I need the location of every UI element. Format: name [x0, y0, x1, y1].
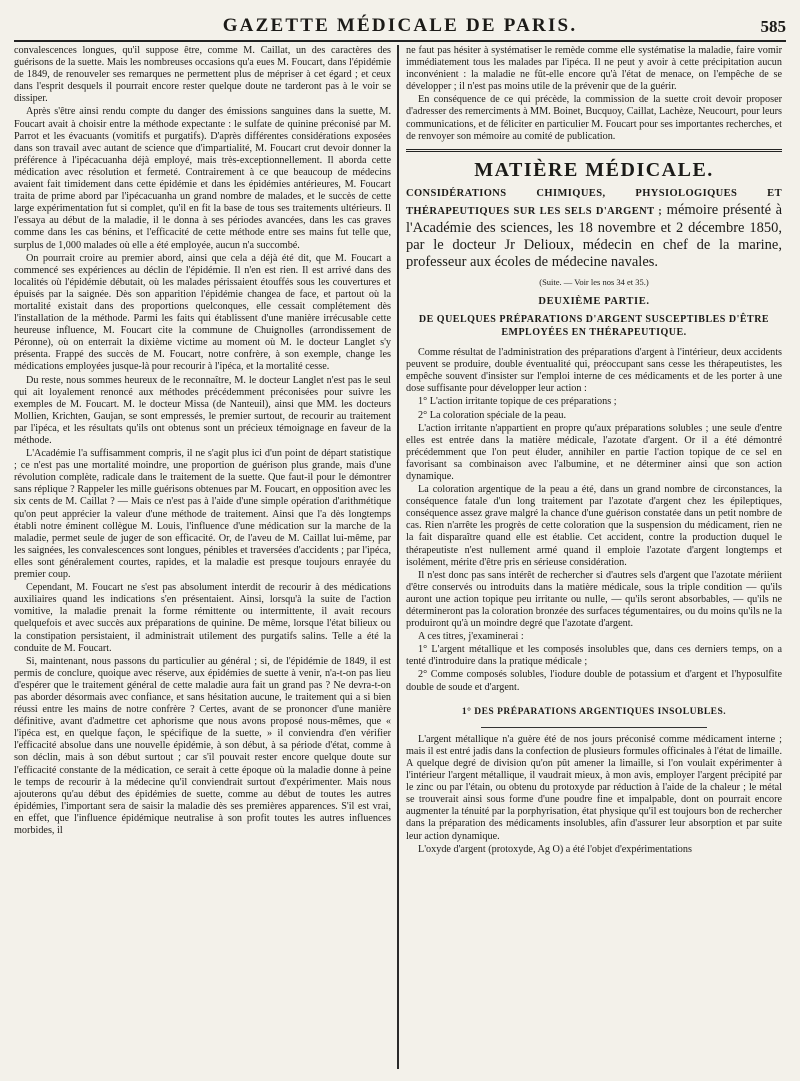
memoir-title-caps: CONSIDÉRATIONS CHIMIQUES, PHYSIOLOGIQUES ET THÉRAPEUTIQUES SUR LES SELS D'ARGENT ;: [406, 187, 782, 217]
part-title: DEUXIÈME PARTIE.: [538, 295, 650, 307]
separator-rule: [481, 727, 707, 728]
paragraph: L'argent métallique n'a guère été de nos jours préconisé comme médicament interne ; mais il est entré jadis dans la confection de plusieurs formules officinales à l'état de limaille. A quelque degré de division qu'on pût amener la limaille, si l'on voulait expérimenter à l'intérieur l'argent métallique, il vaudrait mieux, à mon avis, employer l'argent précipité par le zinc ou par l'étain, ou obtenu du protoxyde par réduction à l'aide de la chaleur ; le métal se trouverait ainsi sous forme d'une poudre fine et impalpable, dont on pourrait encore augmenter la ténuité par la porphyrisation, état physique qu'il est toujours bon de rechercher dans la préparation des médicaments insolubles, afin d'assurer leur absorption et par suite leur action dynamique.: [406, 733, 782, 842]
paragraph: Si, maintenant, nous passons du particulier au général ; si, de l'épidémie de 1849, il est permis de conclure, quoique avec réserve, aux épidémies de suette à venir, n'a-t-on pas lieu d'espérer que le traitement général de cette maladie aura fait un grand pas ? Ne devra-t-on pas aborder désormais avec confiance, et sans hésitation aucune, le traitement qui a si bien réussi entre les mains de notre confrère ? Certes, avant de se prononcer d'une manière définitive, avant d'admettre cet aphorisme que nous avons proposé nous-mêmes, que « l'ipéca est, en quelque façon, le spécifique de la suette, » il conviendra d'en vérifier l'efficacité absolue dans une nouvelle épidémie, à son début, à sa période d'état, comme à son déclin, mais à son début surtout ; car s'il pouvait rester encore quelque doute sur l'efficacité constante de la médication, ce serait à cette époque où la maladie donne à peine le temps de recourir à la médecine qu'il conviendrait surtout d'expérimenter. Mais nous ajouterons qu'au début des épidémies de suette, comme au début de toutes les autres épidémies, l'important sera de saisir la maladie dès ses premières apparences. S'il est vrai, en effet, que l'influence épidémique neutralise à son profit toutes les autres influences morbides, il: [14, 655, 391, 836]
paragraph: L'Académie l'a suffisamment compris, il ne s'agit plus ici d'un point de départ statistique ; ce n'est pas une mortalité moindre, une proportion de guérison plus grande, mais d'une révolution complète, radicale dans le traitement de la suette. Que faut-il pour le démontrer sans réplique ? Rappeler les mille guérisons obtenues par M. Foucart, en opposition avec les six cents de M. Caillat ? — Mais ce n'est pas à l'aide d'une simple opération d'arithmétique qu'on peut apprécier la valeur d'une méthode de traitement. Ainsi que l'a dès longtemps établi notre éminent collègue M. Louis, l'influence d'une médication sur la marche de la maladie, permet seule de juger de son efficacité. Or, de l'aveu de M. Caillat lui-même, par les saignées, les convalescences sont longues, pénibles et traversées d'accidents ; par l'ipéca, elles sont généralement courtes, rapides, et la maladie est presque toujours enrayée du premier coup.: [14, 448, 391, 581]
page-number: 585: [760, 17, 786, 36]
list-item: 2° La coloration spéciale de la peau.: [418, 409, 567, 421]
paragraph: La coloration argentique de la peau a été, dans un grand nombre de circonstances, la conséquence fatale d'un long traitement par l'azotate d'argent chez les épileptiques, conséquence assez grave malgré la chance d'une guérison constatée dans un petit nombre de cas. Rien n'arrête les progrès de cette coloration que la suspension du médicament, rien ne la fait disparaître quand elle est établie. Cet accident, contre la production duquel le thérapeutiste n'est nullement armé quand il emploie l'azotate d'argent longtemps et isolément, mérite d'être pris en sérieuse considération.: [406, 484, 782, 568]
running-title: GAZETTE MÉDICALE DE PARIS.: [222, 15, 578, 36]
paragraph: 1° L'argent métallique et les composés insolubles que, dans ces derniers temps, on a tenté d'introduire dans la pratique médicale ;: [406, 644, 782, 668]
paragraph: Il n'est donc pas sans intérêt de rechercher si d'autres sels d'argent que l'azotate mériient d'être conservés ou introduits dans la matière médicale, sous la triple condition — qu'ils auront une action topique peu irritante ou nulle, — qu'ils seront absorbables, — qu'ils ne détermineront pas la coloration bronzée des surfaces tégumentaires, ou du moins qu'ils ne la produiront qu'à un moindre degré que l'azotate d'argent.: [406, 569, 782, 630]
paragraph: Du reste, nous sommes heureux de le reconnaître, M. le docteur Langlet n'est pas le seul qui ait loyalement renoncé aux méthodes précédemment préconisées pour suivre les exemples de M. Foucart. M. le docteur Missa (de Nanteuil), ainsi que MM. les docteurs Mollien, Krichten, Gaujan, se sont empressés, le premier surtout, de recourir au traitement par l'ipéca, et les résultats qu'ils ont obtenus sont un précieux témoignage en faveur de la méthode.: [14, 374, 391, 446]
paragraph: 2° Comme composés solubles, l'iodure double de potassium et d'argent et l'hyposulfite double de soude et d'argent.: [406, 669, 782, 693]
memoir-title-rest: mémoire présenté à l'Académie des sciences, les 18 novembre et 2 décembre 1850, par le docteur Jr Delioux, médecin en chef de la marine, professeur aux écoles de médecine navales.: [406, 201, 782, 270]
sub-title: DE QUELQUES PRÉPARATIONS D'ARGENT SUSCEPTIBLES D'ÊTRE EMPLOYÉES EN THÉRAPEUTIQUE.: [418, 314, 770, 339]
paragraph: Après s'être ainsi rendu compte du danger des émissions sanguines dans la suette, M. Foucart avait à choisir entre la méthode expectante : le sulfate de quinine préconisé par M. Parrot et les évacuants (vomitifs et purgatifs). D'après différentes considérations exposées dans son travail avec autant de science que d'impartialité, M. Foucart crut devoir donner la préférence à l'ipécacuanha déjà employé, mais très-exceptionnellement. Il aborda cette médication avec résolution et fermeté. Contrairement à ce que beaucoup de médecins avaient fait timidement dans cette épidémie et dans les épidémies antérieures, M. Foucart traita de prime abord par l'ipécacuanha un grand nombre de malades, et le succès de cette large expérimentation fut si complet, qu'il en fit la base de tous ses traitements ultérieurs. Il l'essaya au début de la maladie, il le donna à ses périodes avancées, dans les cas graves comme dans les cas bénins, et l'efficacité de cette méthode entre ses mains fut telle que, surplus de 1,000 malades où elle a été employée, aucun n'a succombé.: [14, 106, 391, 251]
paragraph: L'oxyde d'argent (protoxyde, Ag O) a été l'objet d'expérimentations: [418, 843, 692, 855]
suite-note: (Suite. — Voir les nos 34 et 35.): [539, 276, 649, 287]
paragraph: A ces titres, j'examinerai :: [418, 631, 524, 643]
paragraph: ne faut pas hésiter à systématiser le remède comme elle systématise la maladie, faire vomir immédiatement tous les malades par l'ipéca. Il ne peut y avoir à cette précipitation aucun inconvénient : la maladie ne fût-elle encore qu'à l'état de menace, on l'empêche de se développer ; il n'est pas moins utile de la prévenir que de la guérir.: [406, 45, 782, 93]
two-column-body: [14, 45, 786, 1069]
section-title: MATIÈRE MÉDICALE.: [474, 158, 714, 181]
paragraph: En conséquence de ce qui précède, la commission de la suette croit devoir proposer d'adresser des remerciments à MM. Boinet, Bucquoy, Caillat, Lachèze, Neucourt, pour leurs communications, et de féliciter en particulier M. Foucart pour ses importantes recherches, et de renvoyer son mémoire au comité de publication.: [406, 94, 782, 142]
subsection-title: 1° DES PRÉPARATIONS ARGENTIQUES INSOLUBLES.: [461, 706, 727, 717]
right-column: [399, 45, 782, 1069]
list-item: 1° L'action irritante topique de ces préparations ;: [418, 396, 617, 408]
paragraph: Comme résultat de l'administration des préparations d'argent à l'intérieur, deux accidents peuvent se produire, double éventualité qui, préoccupant sans cesse les thérapeutistes, les empêche souvent d'insister sur l'emploi interne de ces médicaments et de les porter à une dose suffisante pour développer leur action :: [406, 347, 782, 395]
page-header: [14, 6, 786, 42]
memoir-title: [406, 184, 782, 271]
paragraph: Cependant, M. Foucart ne s'est pas absolument interdit de recourir à des médications auxiliaires quand les indications s'en présentaient. Ainsi, lorsqu'à la suite de l'action vomitive, la maladie prenait la forme rémittente ou intermittente, il avait recours quelquefois et avec succès aux préparations de quinine. De même, lorsque l'état bilieux ou la constipation persistaient, il administrait utilement des purgatifs salins. Telle a été la conduite de M. Foucart.: [14, 582, 391, 654]
paragraph: On pourrait croire au premier abord, ainsi que cela a déjà été dit, que M. Foucart a commencé ses expériences au déclin de l'épidémie. Il n'en est rien. Il est arrivé dans des localités où l'épidémie débutait, où les malades périssaient étouffés sous les couvertures et épuisés par la saignée. Dès son apparition l'épidémie changea de face, et partout où la mortalité existait dans des proportions quelconques, elle cessait complétement dès l'installation de la méthode. Parmi les faits qui établissent d'une manière irrécusable cette heureuse influence, M. Foucart cite la commune de Chuignolles (arrondissement de Péronne), où on enterrait la dixième victime au moment où M. le docteur Langlet s'y présenta. Frappé des succès de M. Foucart, notre confrère, à son exemple, change les médications employées jusque-là pour recourir à l'ipéca, et la mortalité cesse.: [14, 252, 391, 373]
paragraph: convalescences longues, qu'il suppose être, comme M. Caillat, un des caractères des guérisons de la suette. Mais les nombreuses occasions qu'a eues M. Foucart, dans l'épidémie de 1849, de renouveler ses remarques ne permettent plus de mépriser à cet égard ; et ceux dans l'esprit desquels il pourrait encore rester quelque doute ne tarderont pas à le voir se dissiper.: [14, 45, 391, 105]
section-matiere-medicale: [406, 149, 782, 856]
newspaper-page: [14, 6, 786, 1074]
left-column: [14, 45, 397, 1069]
paragraph: L'action irritante n'appartient en propre qu'aux préparations solubles ; une seule d'entre elles est entrée dans la matière médicale, l'azotate d'argent. Or il a été démontré précédemment que l'on peut éluder, annihiler en partie l'action topique de ce sel en favorisant sa combinaison avec l'albumine, et ne déterminer ainsi que son action dynamique.: [406, 422, 782, 482]
